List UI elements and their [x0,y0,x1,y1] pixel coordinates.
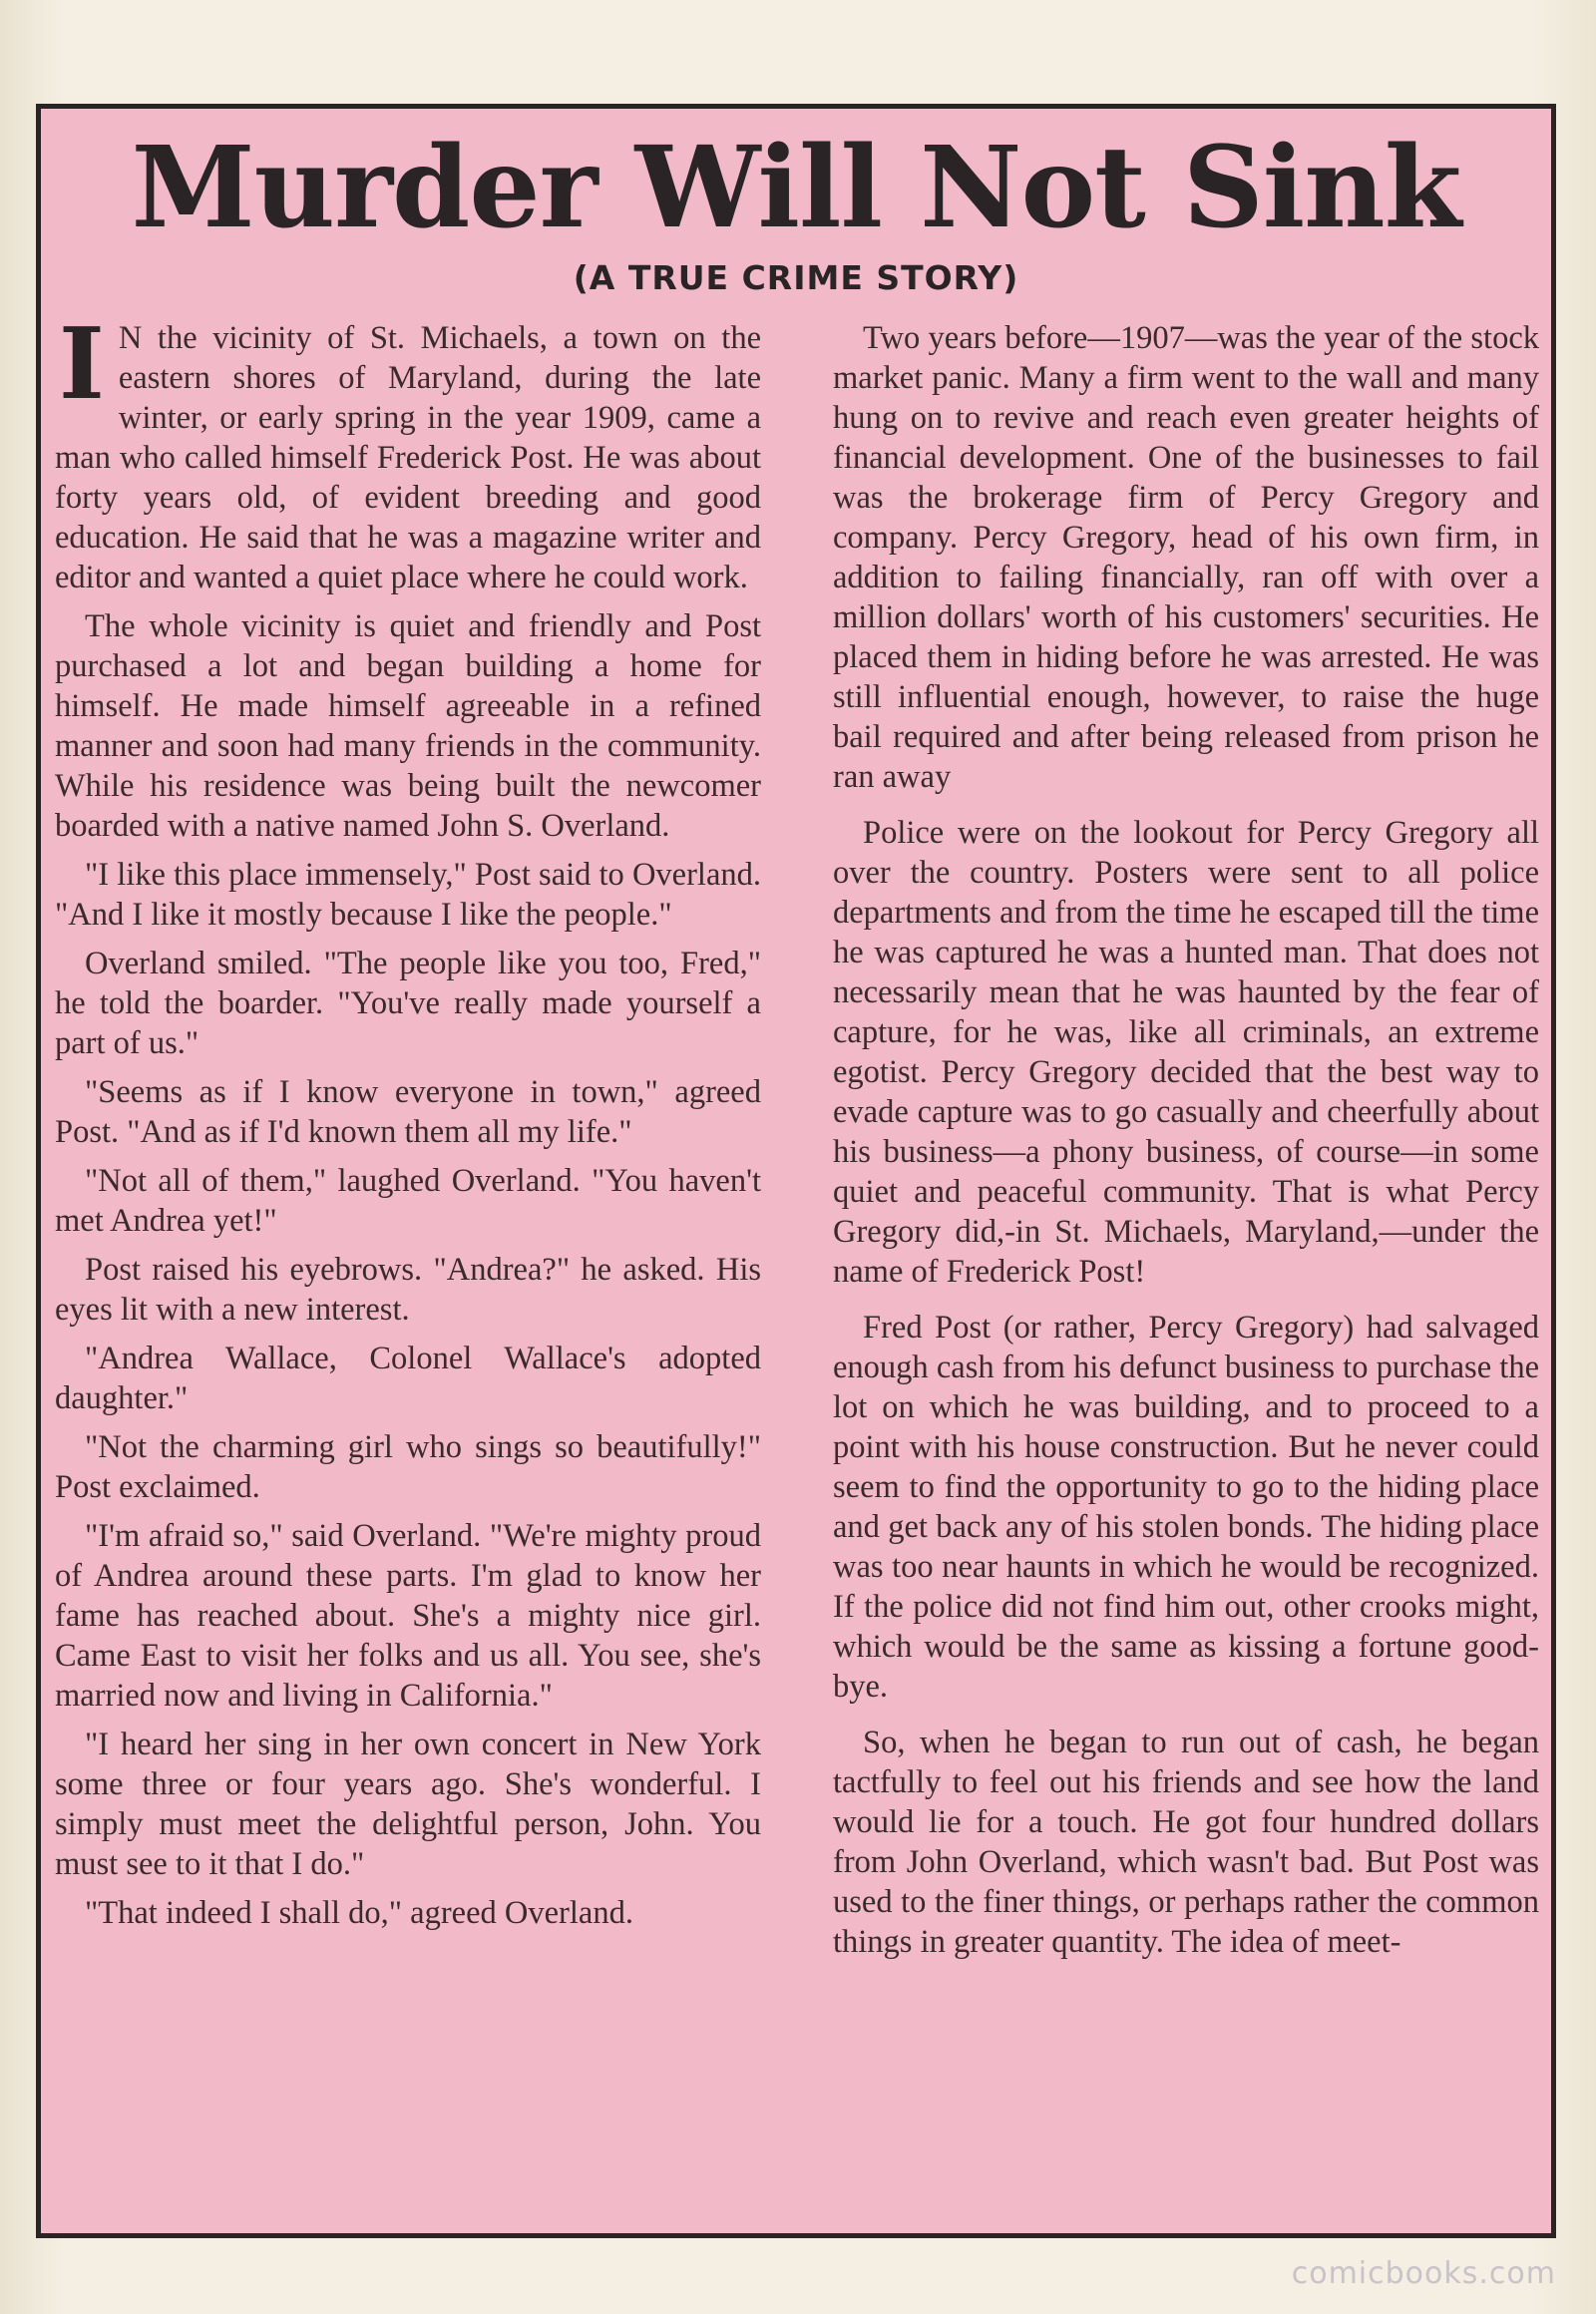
paragraph: So, when he began to run out of cash, he began tactfully to feel out his friends and see how the land would lie for a touch. He got four hundred dollars from John Overland, which wasn't bad. But Post was used to the finer things, or perhaps rather the common things in greater quantity. The idea of meet- [833,1725,1539,1960]
paragraph [55,307,761,597]
watermark: comicbooks.com [1291,2256,1556,2291]
paragraph: Fred Post (or rather, Percy Gregory) had salvaged enough cash from his defunct business to purchase the lot on which he was building, and to proceed to a point with his house construction. But he never could seem to find the opportunity to go to the hiding place and get back any of his stolen bonds. The hiding place was too near haunts in which he would be recognized. If the police did not find him out, other crooks might, which would be the same as kissing a fortune good-bye. [833,1310,1539,1705]
story-subtitle: (A TRUE CRIME STORY) [573,258,1019,297]
story-title: Murder Will Not Sink [131,123,1461,253]
drop-cap: I [59,307,105,422]
story-panel [36,104,1556,2238]
paragraph: "That indeed I shall do," agreed Overland. [85,1895,633,1931]
paragraph: "Andrea Wallace, Colonel Wallace's adopted daughter." [55,1341,761,1416]
right-column [833,318,1539,1971]
paragraph-text: N the vicinity of St. Michaels, a town on the eastern shores of Maryland, during the late winter, or early spring in the year 1909, came a man who called himself Frederick Post. He was about forty years old, of evident breeding and good education. He said that he was a magazine writer and editor and wanted a quiet place where he could work. [55,320,761,595]
paragraph: The whole vicinity is quiet and friendly and Post purchased a lot and began building a home for himself. He made himself agreeable in a refined manner and soon had many friends in the community. While his residence was being built the newcomer boarded with a native named John S. Overland. [55,608,761,844]
paragraph: "Seems as if I know everyone in town," agreed Post. "And as if I'd known them all my life." [55,1074,761,1150]
paragraph: Post raised his eyebrows. "Andrea?" he asked. His eyes lit with a new interest. [55,1252,761,1328]
paragraph: "I heard her sing in her own concert in New York some three or four years ago. She's wonderful. I simply must meet the delightful person, John. You must see to it that I do." [55,1727,761,1882]
left-column [55,307,761,1942]
paragraph: "Not the charming girl who sings so beautifully!" Post exclaimed. [55,1429,761,1505]
paragraph: "I like this place immensely," Post said to Overland. "And I like it mostly because I like the people." [55,857,761,933]
paragraph: Two years before—1907—was the year of the stock market panic. Many a firm went to the wall and many hung on to revive and reach even greater heights of financial development. One of the businesses to fail was the brokerage firm of Percy Gregory and company. Percy Gregory, head of his own firm, in addition to failing financially, ran off with over a million dollars' worth of his customers' securities. He placed them in hiding before he was arrested. He was still influential enough, however, to raise the huge bail required and after being released from prison he ran away [833,320,1539,795]
paragraph: Police were on the lookout for Percy Gregory all over the country. Posters were sent to all police departments and from the time he escaped till the time he was captured he was a hunted man. That does not necessarily mean that he was haunted by the fear of capture, for he was, like all criminals, an extreme egotist. Percy Gregory decided that the best way to evade capture was to go casually and cheerfully about his business—a phony business, of course—in some quiet and peaceful community. That is what Percy Gregory did,-in St. Michaels, Maryland,—under the name of Frederick Post! [833,815,1539,1290]
paragraph: "Not all of them," laughed Overland. "You haven't met Andrea yet!" [55,1163,761,1239]
paragraph: "I'm afraid so," said Overland. "We're mighty proud of Andrea around these parts. I'm glad to know her fame has reached about. She's a mighty nice girl. Came East to visit her folks and us all. You see, she's married now and living in California." [55,1518,761,1714]
paragraph: Overland smiled. "The people like you too, Fred," he told the boarder. "You've really made yourself a part of us." [55,946,761,1061]
